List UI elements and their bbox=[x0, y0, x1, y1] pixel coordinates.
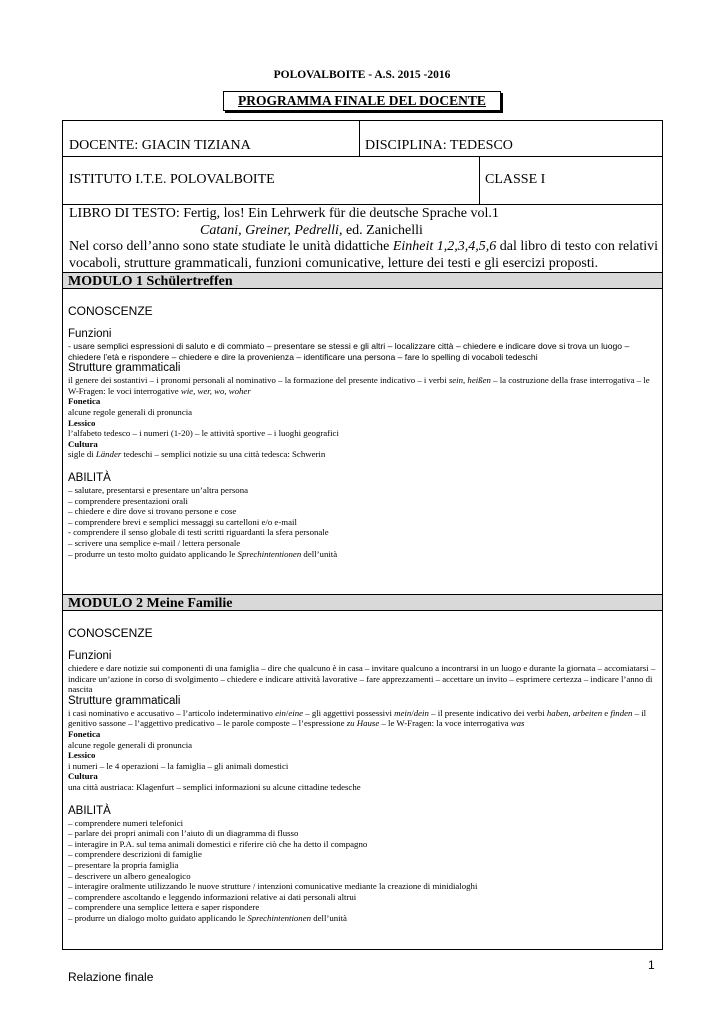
m1-conoscenze-heading: CONOSCENZE bbox=[68, 304, 153, 318]
module-2-title: MODULO 2 Meine Familie bbox=[63, 594, 662, 611]
m2-abilita-item: – comprendere una semplice lettera e saper rispondere bbox=[68, 902, 260, 913]
m2-abilita-item: – parlare dei propri animali con l’aiuto di un diagramma di flusso bbox=[68, 828, 299, 839]
m1-cultura-heading: Cultura bbox=[68, 438, 98, 449]
module-1-content bbox=[68, 304, 658, 559]
m2-strutture-text: i casi nominativo e accusativo – l’articolo indeterminativo ein/eine – gli aggettivi possessivi mein/dein – il presente indicativo dei verbi haben, arbeiten e finden – il genitivo sassone – l’aggettivo predicativo – le parole composte – l’espressione zu Hause – le W-Fragen: la voce interrogativa was bbox=[68, 707, 647, 729]
m1-abilita-item: - comprendere il senso globale di testi scritti riguardanti la sfera personale bbox=[68, 527, 329, 538]
disciplina-cell: DISCIPLINA: TEDESCO bbox=[365, 138, 513, 153]
m1-abilita-item: – scrivere una semplice e-mail / lettera personale bbox=[68, 537, 241, 548]
m1-strutture-text: il genere dei sostantivi – i pronomi personali al nominativo – la formazione del presente indicativo – i verbi sein, heißen – la costruzione della frase interrogativa – le W-Fragen: le voci interrogative wie, wer, wo, woher bbox=[68, 375, 650, 396]
m1-abilita-item: – comprendere presentazioni orali bbox=[68, 495, 188, 506]
m2-abilita-item: – interagire in P.A. sul tema animali domestici e riferire ciò che ha detto il compagno bbox=[68, 838, 368, 849]
textbook-line: LIBRO DI TESTO: Fertig, los! Ein Lehrwerk für die deutsche Sprache vol.1 bbox=[69, 206, 499, 221]
classe-cell: CLASSE I bbox=[485, 172, 546, 187]
footer-label: Relazione finale bbox=[68, 970, 154, 984]
m2-lessico-heading: Lessico bbox=[68, 750, 96, 761]
istituto-cell: ISTITUTO I.T.E. POLOVALBOITE bbox=[69, 172, 275, 187]
textbook-authors: Catani, Greiner, Pedrelli, bbox=[200, 222, 343, 238]
m2-abilita-item: – comprendere descrizioni di famiglie bbox=[68, 849, 202, 860]
m1-fonetica-text: alcune regole generali di pronuncia bbox=[68, 406, 193, 417]
m1-abilita-item: – produrre un testo molto guidato applicando le Sprechintentionen dell’unità bbox=[68, 548, 338, 559]
m2-cultura-heading: Cultura bbox=[68, 771, 98, 782]
m1-funzioni-text: - usare semplici espressioni di saluto e di commiato – presentare se stessi e gli altri – localizzare città – chiedere e indicare dove si trova un luogo – chiedere l’età e rispondere – chiedere e dire la provenienza – identificare una persona – fare lo spelling di vocaboli tedeschi bbox=[68, 341, 630, 362]
m1-strutture-heading: Strutture grammaticali bbox=[68, 362, 181, 375]
m2-funzioni-heading: Funzioni bbox=[68, 650, 112, 662]
course-intro: Nel corso dell’anno sono state studiate le unità didattiche Einheit 1,2,3,4,5,6 dal libro di testo con relativi vocaboli, strutture grammaticali, funzioni comunicative, letture dei testi e gli esercizi proposti. bbox=[69, 239, 659, 271]
m1-lessico-text: l’alfabeto tedesco – i numeri (1-20) – le attività sportive – i luoghi geografici bbox=[68, 428, 339, 439]
m2-abilita-item: – presentare la propria famiglia bbox=[68, 859, 179, 870]
textbook-publisher: ed. Zanichelli bbox=[342, 222, 423, 238]
m2-fonetica-heading: Fonetica bbox=[68, 728, 101, 739]
page-number: 1 bbox=[648, 958, 655, 972]
m2-abilita-item: – comprendere numeri telefonici bbox=[68, 817, 184, 828]
m2-funzioni-text: chiedere e dare notizie sui componenti di una famiglia – dire che qualcuno è in casa – invitare qualcuno a incontrarsi in un luogo e durante la giornata – accomiatarsi – indicare un’azione in corso di svolgimento – chiedere e indicare attività lavorative – fare apprezzamenti – accettare un invito – esprimere certezza – indicare l’anno di nascita bbox=[68, 663, 656, 695]
m1-cultura-text: sigle di Länder tedeschi – semplici notizie su una città tedesca: Schwerin bbox=[68, 449, 326, 460]
m1-funzioni-heading: Funzioni bbox=[68, 328, 112, 340]
m2-strutture-heading: Strutture grammaticali bbox=[68, 694, 181, 707]
m1-fonetica-heading: Fonetica bbox=[68, 396, 101, 407]
m2-cultura-text: una città austriaca: Klagenfurt – semplici informazioni su alcune cittadine tedesche bbox=[68, 781, 361, 792]
school-header: POLOVALBOITE - A.S. 2015 -2016 bbox=[273, 69, 451, 81]
m2-abilita-heading: ABILITÀ bbox=[68, 804, 111, 817]
m2-abilita-item: – descrivere un albero genealogico bbox=[68, 870, 191, 881]
program-table bbox=[62, 120, 663, 950]
m1-abilita-item: – comprendere brevi e semplici messaggi su cartelloni e/o e-mail bbox=[68, 516, 297, 527]
textbook-section bbox=[69, 206, 659, 272]
document-title: PROGRAMMA FINALE DEL DOCENTE bbox=[223, 91, 501, 111]
m2-conoscenze-heading: CONOSCENZE bbox=[68, 626, 153, 640]
module-1-title: MODULO 1 Schülertreffen bbox=[63, 272, 662, 289]
m2-lessico-text: i numeri – le 4 operazioni – la famiglia – gli animali domestici bbox=[68, 760, 289, 771]
m1-abilita-item: – salutare, presentarsi e presentare un’altra persona bbox=[68, 484, 249, 495]
m2-abilita-item: – interagire oralmente utilizzando le nuove strutture / intenzioni comunicative mediante la creazione di minidialoghi bbox=[68, 881, 478, 892]
m1-abilita-heading: ABILITÀ bbox=[68, 471, 111, 484]
m1-lessico-heading: Lessico bbox=[68, 417, 96, 428]
m1-abilita-item: – chiedere e dire dove si trovano persone e cose bbox=[68, 506, 237, 517]
m2-abilita-item: – comprendere ascoltando e leggendo informazioni relative ai dati personali altrui bbox=[68, 891, 357, 902]
m2-fonetica-text: alcune regole generali di pronuncia bbox=[68, 739, 193, 750]
docente-cell: DOCENTE: GIACIN TIZIANA bbox=[69, 138, 251, 153]
m2-abilita-item: – produrre un dialogo molto guidato applicando le Sprechintentionen dell’unità bbox=[68, 912, 347, 923]
module-2-content bbox=[68, 626, 658, 923]
